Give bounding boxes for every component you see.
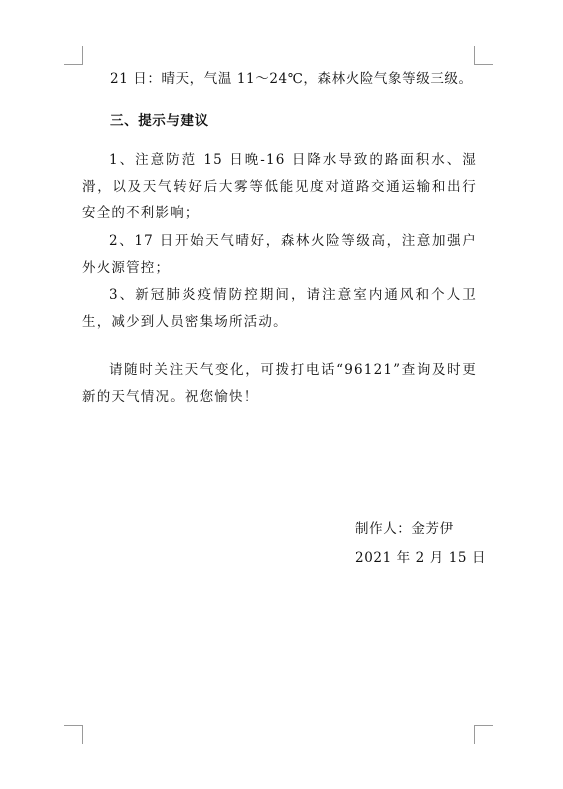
date-line: 2021 年 2 月 15 日: [355, 550, 487, 566]
suggestion-item-1: 1、注意防范 15 日晚-16 日降水导致的路面积水、湿滑，以及天气转好后大雾等低能见度对道路交通运输和出行安全的不利影响；: [82, 152, 477, 221]
section-heading: 三、提示与建议: [110, 113, 209, 129]
crop-mark-bottom-left: [64, 725, 83, 744]
weather-line-21: 21 日：晴天，气温 11～24℃，森林火险气象等级三级。: [110, 71, 473, 87]
author-line: 制作人：金芳伊: [355, 521, 454, 537]
suggestion-item-3: 3、新冠肺炎疫情防控期间，请注意室内通风和个人卫生，减少到人员密集场所活动。: [82, 287, 477, 330]
crop-mark-top-right: [474, 46, 493, 65]
closing-paragraph: 请随时关注天气变化，可拨打电话“96121”查询及时更新的天气情况。祝您愉快！: [82, 362, 477, 405]
crop-mark-bottom-right: [474, 725, 493, 744]
suggestion-item-2: 2、17 日开始天气晴好，森林火险等级高，注意加强户外火源管控；: [82, 233, 477, 276]
crop-mark-top-left: [64, 46, 83, 65]
